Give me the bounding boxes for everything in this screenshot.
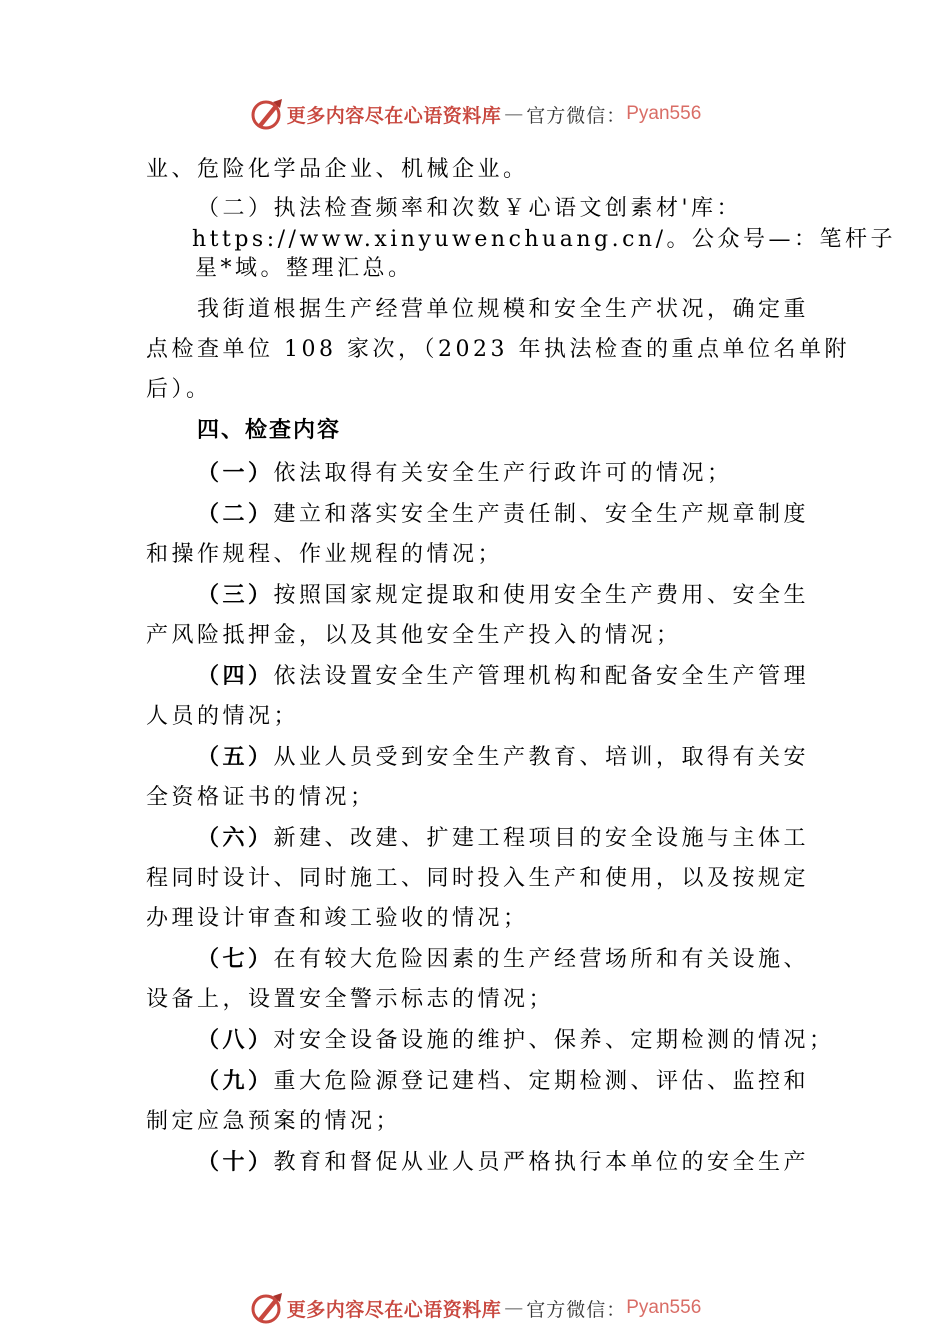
banner-official-label: 官方微信： bbox=[526, 1298, 627, 1321]
item-text: 办理设计审查和竣工验收的情况； bbox=[146, 906, 529, 931]
item-10 bbox=[146, 1142, 808, 1183]
item-number: （六） bbox=[197, 825, 274, 851]
item-text: 依法设置安全生产管理机构和配备安全生产管理 bbox=[273, 664, 810, 689]
banner-separator: — bbox=[504, 1297, 524, 1319]
item-9 bbox=[146, 1061, 808, 1142]
item-number: （一） bbox=[197, 460, 274, 486]
banner-wechat-id: Pyan556 bbox=[626, 103, 702, 124]
section-heading: 四、检查内容 bbox=[197, 418, 342, 443]
item-8 bbox=[146, 1020, 835, 1061]
brush-pen-logo-icon bbox=[249, 96, 285, 132]
item-2 bbox=[146, 494, 808, 575]
keypoint-line: 我街道根据生产经营单位规模和安全生产状况，确定重 bbox=[197, 297, 810, 322]
item-number: （三） bbox=[197, 582, 274, 608]
item-text: 在有较大危险因素的生产经营场所和有关设施、 bbox=[273, 947, 810, 972]
item-text: 教育和督促从业人员严格执行本单位的安全生产 bbox=[273, 1150, 810, 1175]
keypoint-paragraph bbox=[146, 290, 850, 410]
banner-brand: 更多内容尽在心语资料库 bbox=[286, 104, 502, 127]
footer-banner bbox=[0, 1288, 950, 1328]
item-text: 和操作规程、作业规程的情况； bbox=[146, 542, 504, 567]
item-text: 产风险抵押金，以及其他安全生产投入的情况； bbox=[146, 623, 682, 648]
item-text: 对安全设备设施的维护、保养、定期检测的情况； bbox=[273, 1028, 835, 1053]
item-text: 依法取得有关安全生产行政许可的情况； bbox=[273, 461, 733, 486]
item-1 bbox=[146, 453, 808, 494]
item-7 bbox=[146, 939, 808, 1020]
item-number: （二） bbox=[197, 501, 274, 527]
banner-wechat-id: Pyan556 bbox=[626, 1297, 702, 1318]
item-5 bbox=[146, 737, 808, 818]
frequency-url-line: https://www.xinyuwenchuang.cn/。公众号—：笔杆子 bbox=[192, 227, 896, 252]
item-number: （四） bbox=[197, 663, 274, 689]
item-text: 从业人员受到安全生产教育、培训，取得有关安 bbox=[273, 745, 810, 770]
item-text: 新建、改建、扩建工程项目的安全设施与主体工 bbox=[273, 826, 810, 851]
item-number: （五） bbox=[197, 744, 274, 770]
banner-official-label: 官方微信： bbox=[526, 104, 627, 127]
item-text: 重大危险源登记建档、定期检测、评估、监控和 bbox=[273, 1069, 810, 1094]
document-body bbox=[146, 150, 896, 1183]
item-6 bbox=[146, 818, 808, 939]
paragraph-continuation: 业、危险化学品企业、机械企业。 bbox=[146, 157, 529, 182]
item-number: （七） bbox=[197, 946, 274, 972]
keypoint-line: 点检查单位 108 家次，（2023 年执法检查的重点单位名单附 bbox=[146, 337, 850, 362]
brush-pen-logo-icon bbox=[249, 1290, 285, 1326]
frequency-url-continuation: 星*域。整理汇总。 bbox=[195, 256, 414, 281]
item-text: 制定应急预案的情况； bbox=[146, 1109, 402, 1134]
item-text: 程同时设计、同时施工、同时投入生产和使用，以及按规定 bbox=[146, 866, 810, 891]
item-3 bbox=[146, 575, 808, 656]
item-number: （十） bbox=[197, 1149, 274, 1175]
banner-separator: — bbox=[504, 103, 524, 125]
banner-brand: 更多内容尽在心语资料库 bbox=[286, 1298, 502, 1321]
item-text: 全资格证书的情况； bbox=[146, 785, 376, 810]
item-text: 人员的情况； bbox=[146, 704, 300, 729]
item-number: （八） bbox=[197, 1027, 274, 1053]
keypoint-line: 后）。 bbox=[146, 377, 212, 402]
item-text: 设备上，设置安全警示标志的情况； bbox=[146, 987, 555, 1012]
header-banner bbox=[0, 94, 950, 134]
item-text: 按照国家规定提取和使用安全生产费用、安全生 bbox=[273, 583, 810, 608]
item-number: （九） bbox=[197, 1068, 274, 1094]
item-text: 建立和落实安全生产责任制、安全生产规章制度 bbox=[273, 502, 810, 527]
frequency-title: （二）执法检查频率和次数￥心语文创素材'库： bbox=[197, 196, 743, 221]
item-4 bbox=[146, 656, 808, 737]
